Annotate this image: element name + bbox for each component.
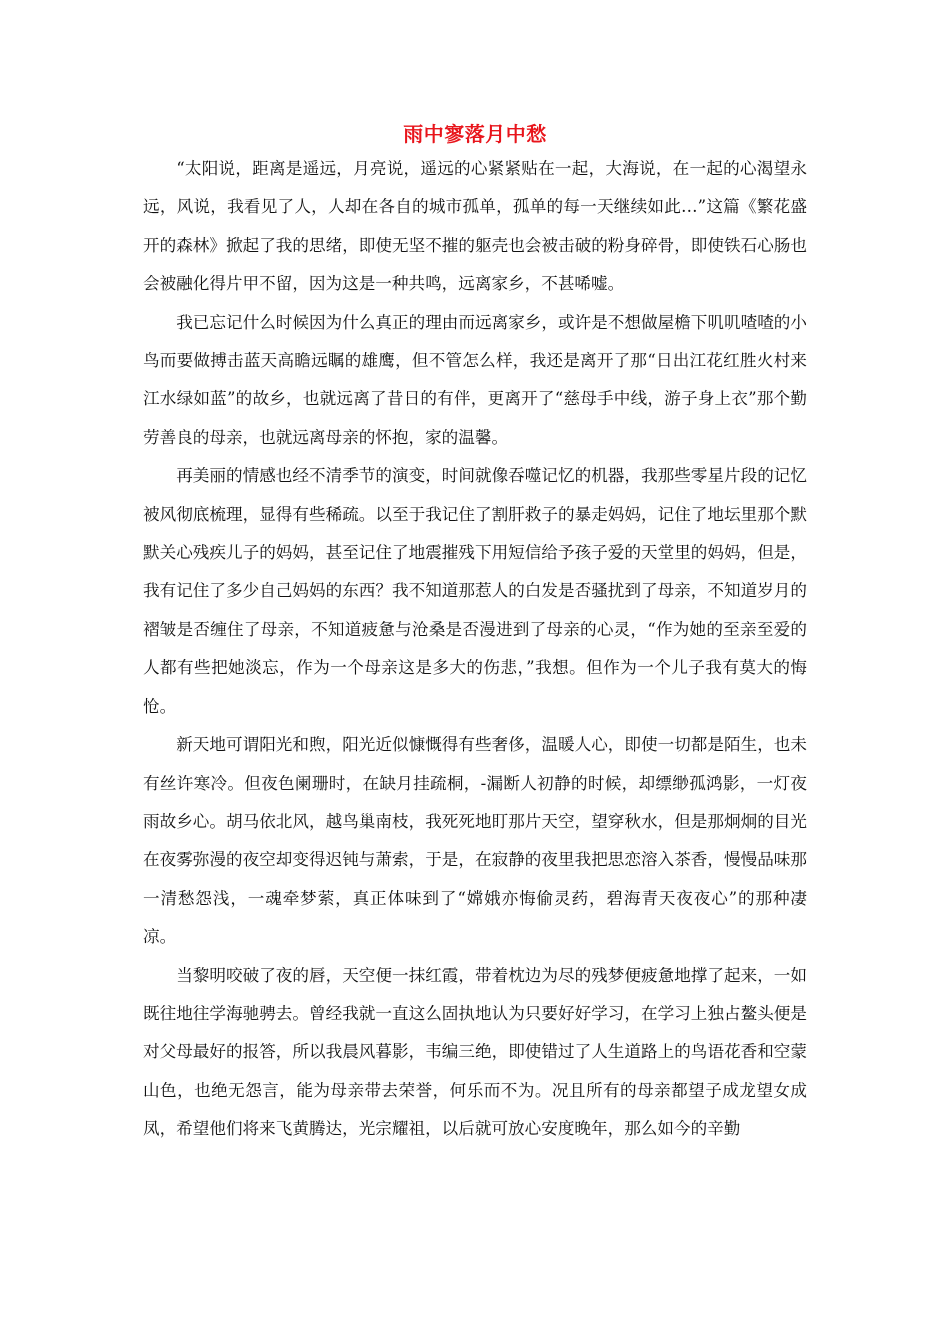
paragraph-3: 再美丽的情感也经不清季节的演变，时间就像吞噬记忆的机器，我那些零星片段的记忆被风彻底梳理，显得有些稀疏。以至于我记住了割肝救子的暴走妈妈，记住了地坛里那个默默关心残疾儿子的妈妈，甚至记住了地震摧残下用短信给予孩子爱的天堂里的妈妈，但是，我有记住了多少自己妈妈的东西？我不知道那惹人的白发是否骚扰到了母亲，不知道岁月的褶皱是否缠住了母亲，不知道疲惫与沧桑是否漫进到了母亲的心灵，“作为她的至亲至爱的人都有些把她淡忘，作为一个母亲这是多大的伤悲，”我想。但作为一个儿子我有莫大的悔怆。 [143, 466, 807, 716]
paragraph-2: 我已忘记什么时候因为什么真正的理由而远离家乡，或许是不想做屋檐下叽叽喳喳的小鸟而要做搏击蓝天高瞻远瞩的雄鹰，但不管怎么样，我还是离开了那“日出江花红胜火村来江水绿如蓝”的故乡，也就远离了昔日的有伴，更离开了“慈母手中线，游子身上衣”那个勤劳善良的母亲，也就远离母亲的怀抱，家的温馨。 [143, 312, 807, 447]
paragraph-5: 当黎明咬破了夜的唇，天空便一抹红霞，带着枕边为尽的残梦便疲惫地撑了起来，一如既往地往学海驰骋去。曾经我就一直这么固执地认为只要好好学习，在学习上独占鳌头便是对父母最好的报答，所以我晨风暮影，韦编三绝，即使错过了人生道路上的鸟语花香和空蒙山色，也绝无怨言，能为母亲带去荣誉，何乐而不为。况且所有的母亲都望子成龙望女成凤，希望他们将来飞黄腾达，光宗耀祖，以后就可放心安度晚年，那么如今的辛勤 [143, 965, 807, 1139]
paragraph-1: “太阳说，距离是遥远，月亮说，遥远的心紧紧贴在一起，大海说，在一起的心渴望永远，风说，我看见了人，人却在各自的城市孤单，孤单的每一天继续如此…”这篇《繁花盛开的森林》掀起了我的思绪，即使无坚不摧的躯壳也会被击破的粉身碎骨，即使铁石心肠也会被融化得片甲不留，因为这是一种共鸣，远离家乡，不甚唏嘘。 [143, 159, 807, 294]
paragraph-4: 新天地可谓阳光和煦，阳光近似慷慨得有些奢侈，温暖人心，即使一切都是陌生，也未有丝许寒冷。但夜色阑珊时，在缺月挂疏桐，-漏断人初静的时候，却缥缈孤鸿影，一灯夜雨故乡心。胡马依北风，越鸟巢南枝，我死死地盯那片天空，望穿秋水，但是那炯炯的目光在夜雾弥漫的夜空却变得迟钝与萧索，于是，在寂静的夜里我把思恋溶入茶香，慢慢品味那一清愁怨浅，一魂牵梦萦，真正体味到了“嫦娥亦悔偷灵药，碧海青天夜夜心”的那种凄凉。 [143, 735, 807, 947]
document-body [143, 150, 807, 1149]
document-title: 雨中寥落月中愁 [403, 122, 547, 146]
